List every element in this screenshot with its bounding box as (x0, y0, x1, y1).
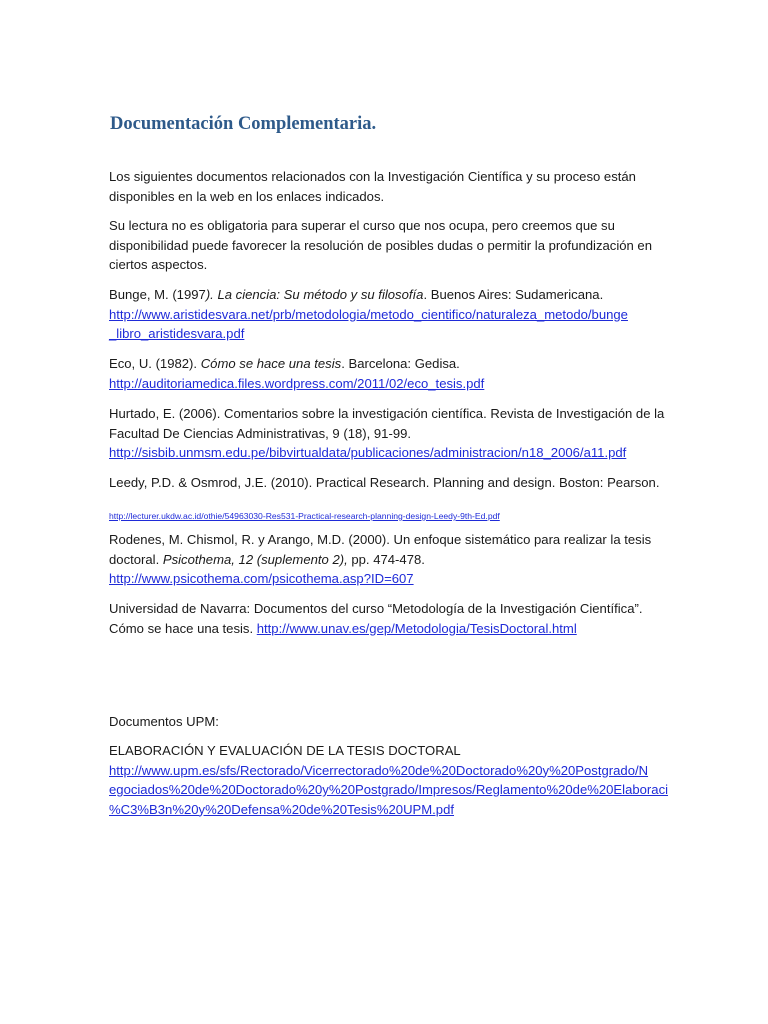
bunge-publisher: . Buenos Aires: Sudamericana. (423, 287, 604, 302)
note-paragraph (109, 216, 669, 275)
note-line-2: disponibilidad puede favorecer la resolución de posibles dudas o permitir la profundización en (109, 237, 653, 253)
eco-title: Cómo se hace una tesis (200, 356, 342, 371)
bunge-link-line-2[interactable]: _libro_aristidesvara.pdf (109, 326, 245, 341)
reference-navarra (109, 599, 669, 638)
page-title: Documentación Complementaria. (110, 114, 377, 134)
navarra-link[interactable]: http://www.unav.es/gep/Metodologia/TesisDoctoral.html (256, 620, 577, 636)
hurtado-link[interactable]: http://sisbib.unmsm.edu.pe/bibvirtualdata/publicaciones/administracion/n18_2006/a11.pdf (109, 445, 627, 460)
intro-line-1: Los siguientes documentos relacionados con la Investigación Científica y su proceso están (109, 169, 636, 184)
eco-author: Eco, U. (1982). (109, 356, 201, 371)
upm-link[interactable] (109, 763, 668, 817)
leedy-text: Leedy, P.D. & Osmrod, J.E. (2010). Practical Research. Planning and design. Boston: Pearson. (109, 475, 660, 490)
upm-document (109, 741, 669, 819)
bunge-link-line-1[interactable]: http://www.aristidesvara.net/prb/metodologia/metodo_cientifico/naturaleza_metodo/bunge (109, 306, 628, 322)
navarra-line-2: Cómo se hace una tesis. (109, 620, 257, 636)
reference-rodenes (109, 530, 669, 589)
upm-link-line-3[interactable]: %C3%B3n%20y%20Defensa%20de%20Tesis%20UPM.pdf (109, 801, 455, 817)
bunge-author: Bunge, M. (1997 (109, 287, 206, 302)
note-line-1: Su lectura no es obligatoria para superar el curso que nos ocupa, pero creemos que su (109, 218, 615, 233)
upm-heading: Documentos UPM: (109, 714, 219, 729)
reference-eco (109, 354, 669, 393)
rodenes-line-2a: doctoral. (109, 551, 163, 567)
intro-line-2: disponibles en la web en los enlaces indicados. (109, 188, 385, 204)
rodenes-line-1: Rodenes, M. Chismol, R. y Arango, M.D. (2000). Un enfoque sistemático para realizar la tesis (109, 532, 652, 547)
reference-bunge (109, 285, 669, 344)
rodenes-link[interactable]: http://www.psicothema.com/psicothema.asp?ID=607 (109, 571, 414, 586)
upm-doc-title: ELABORACIÓN Y EVALUACIÓN DE LA TESIS DOCTORAL (109, 743, 461, 758)
navarra-line-1: Universidad de Navarra: Documentos del curso “Metodología de la Investigación Científica”. (109, 601, 643, 616)
intro-paragraph (109, 167, 669, 206)
reference-hurtado (109, 404, 669, 463)
rodenes-journal: Psicothema, 12 (suplemento 2), (162, 551, 348, 567)
leedy-link[interactable]: http://lecturer.ukdw.ac.id/othie/54963030-Res531-Practical-research-planning-design-Leedy-9th-Ed.pdf (109, 511, 500, 521)
eco-publisher: . Barcelona: Gedisa. (341, 356, 460, 371)
eco-link[interactable]: http://auditoriamedica.files.wordpress.com/2011/02/eco_tesis.pdf (109, 375, 485, 391)
bunge-link[interactable] (109, 307, 628, 342)
rodenes-pages: pp. 474-478. (347, 551, 425, 567)
hurtado-line-1: Hurtado, E. (2006). Comentarios sobre la investigación científica. Revista de Investigación de la (109, 406, 665, 421)
note-line-3: ciertos aspectos. (109, 257, 208, 272)
leedy-link-paragraph (109, 505, 669, 525)
upm-link-line-1[interactable]: http://www.upm.es/sfs/Rectorado/Vicerrectorado%20de%20Doctorado%20y%20Postgrado/N (109, 762, 649, 778)
hurtado-line-2: Facultad De Ciencias Administrativas, 9 (18), 91-99. (109, 425, 412, 441)
upm-link-line-2[interactable]: egociados%20de%20Doctorado%20y%20Postgrado/Impresos/Reglamento%20de%20Elaboraci (109, 782, 669, 797)
reference-leedy (109, 473, 669, 493)
bunge-title: ). La ciencia: Su método y su filosofía (205, 287, 424, 302)
